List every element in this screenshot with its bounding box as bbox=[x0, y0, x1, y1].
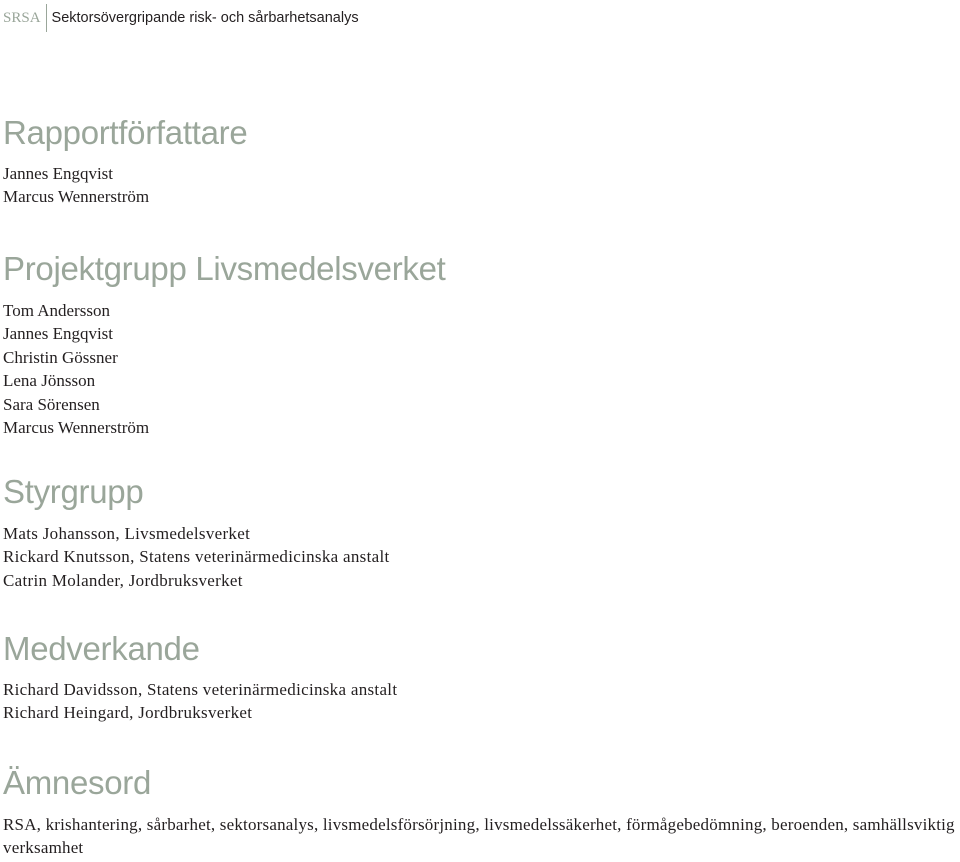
project-group-section bbox=[3, 249, 960, 439]
list-item: Christin Gössner bbox=[3, 347, 118, 367]
header-title: Sektorsövergripande risk- och sårbarhetsanalys bbox=[51, 10, 359, 26]
authors-heading: Rapportförfattare bbox=[3, 114, 248, 151]
list-item: Marcus Wennerström bbox=[3, 418, 150, 438]
list-item: Jannes Engqvist bbox=[3, 324, 114, 344]
list-item: Rickard Knutsson, Statens veterinärmedicinska anstalt bbox=[3, 547, 390, 567]
list-item: Jannes Engqvist bbox=[3, 164, 114, 183]
list-item: Richard Davidsson, Statens veterinärmedicinska anstalt bbox=[3, 680, 398, 699]
keywords-heading: Ämnesord bbox=[3, 764, 152, 801]
steering-group-heading: Styrgrupp bbox=[3, 473, 144, 510]
project-group-heading: Projektgrupp Livsmedelsverket bbox=[3, 250, 446, 287]
project-group-list bbox=[3, 299, 960, 439]
contributors-section bbox=[3, 629, 960, 725]
keywords-text: RSA, krishantering, sårbarhet, sektorsanalys, livsmedelsförsörjning, livsmedelssäkerhet, förmågebedömning, beroenden, samhällsviktig verksamhet bbox=[3, 815, 955, 858]
list-item: Marcus Wennerström bbox=[3, 187, 150, 207]
steering-group-section bbox=[3, 472, 960, 592]
steering-group-list bbox=[3, 522, 960, 592]
running-header bbox=[3, 4, 359, 32]
list-item: Lena Jönsson bbox=[3, 371, 96, 391]
contributors-list bbox=[3, 678, 960, 725]
list-item: Sara Sörensen bbox=[3, 394, 100, 414]
list-item: Richard Heingard, Jordbruksverket bbox=[3, 703, 253, 723]
keywords-section bbox=[3, 763, 960, 860]
list-item: Tom Andersson bbox=[3, 301, 110, 320]
authors-list bbox=[3, 162, 960, 209]
header-code: SRSA bbox=[3, 10, 41, 26]
list-item: Mats Johansson, Livsmedelsverket bbox=[3, 524, 251, 543]
list-item: Catrin Molander, Jordbruksverket bbox=[3, 570, 243, 590]
contributors-heading: Medverkande bbox=[3, 630, 200, 667]
authors-section bbox=[3, 113, 960, 209]
